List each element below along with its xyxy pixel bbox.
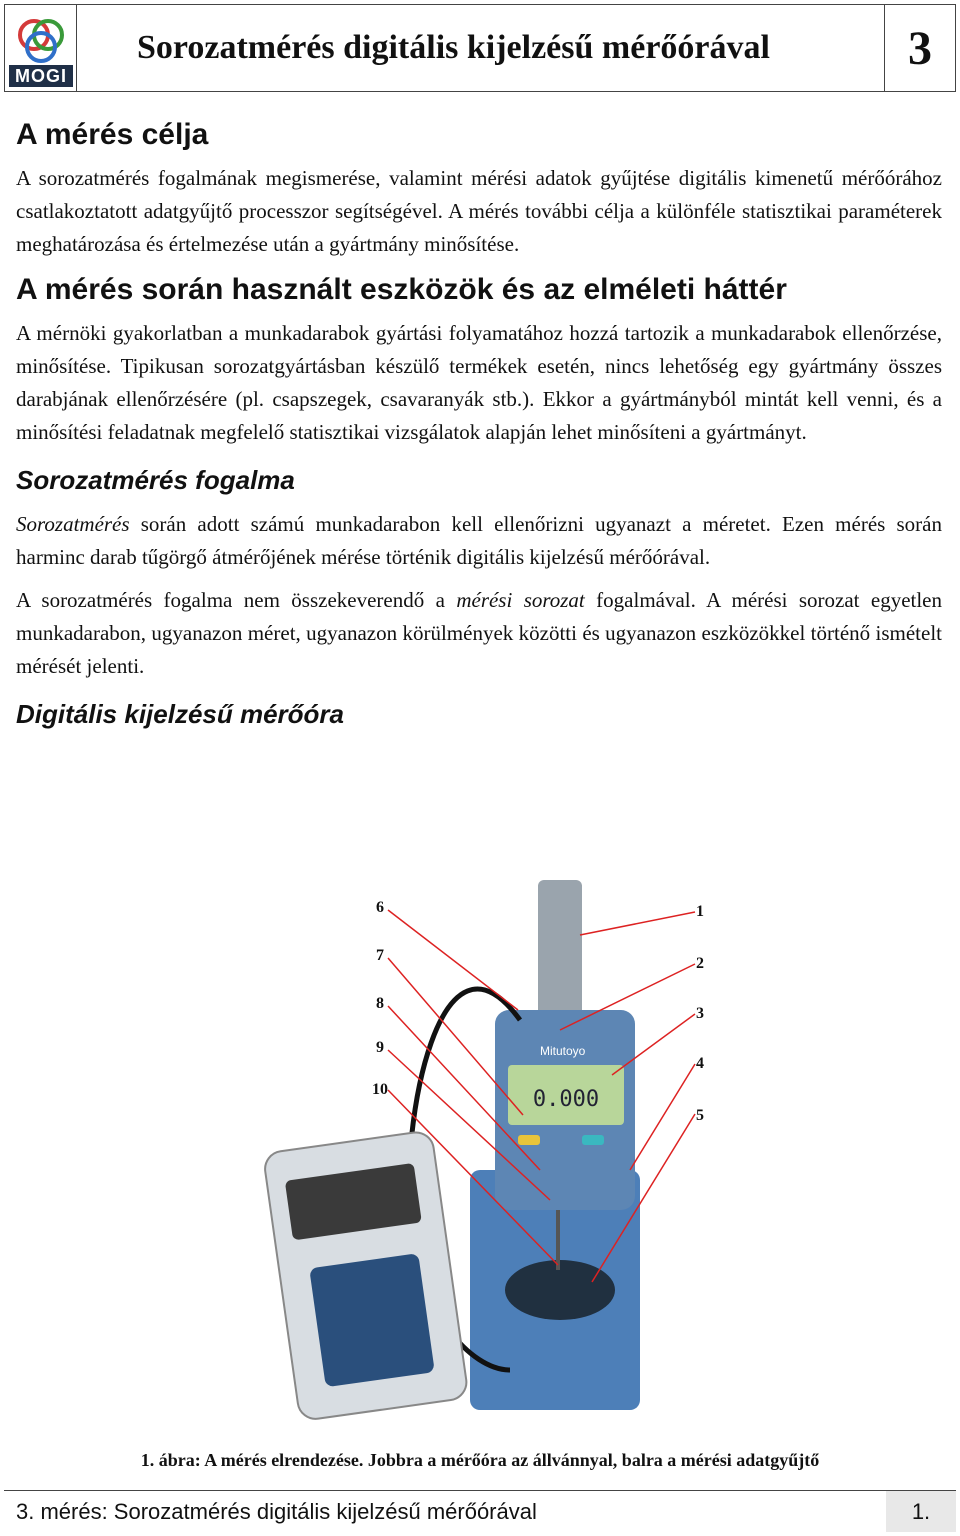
callout-label-6: 6 xyxy=(376,899,384,916)
paragraph-concept-2-b: fogalmával. A mérési sorozat egyetlen munkadarabon, ugyanazon méret, ugyanazon körülmények közötti és ugyanazon eszközökkel történő ismételt mérését jelenti. xyxy=(16,588,943,678)
logo xyxy=(5,5,77,91)
page-header xyxy=(4,4,956,92)
main-content xyxy=(16,118,942,742)
page-title: Sorozatmérés digitális kijelzésű mérőórával xyxy=(77,5,885,91)
data-collector xyxy=(263,1130,469,1421)
logo-rings-icon xyxy=(6,9,76,69)
callout-label-8: 8 xyxy=(376,995,384,1012)
paragraph-aim: A sorozatmérés fogalmának megismerése, valamint mérési adatok gyűjtése digitális kimenetű mérőórához csatlakoztatott adatgyűjtő processzor segítségével. A mérés további célja a különféle statisztikai paraméterek meghatározása és értelmezése után a gyártmány minősítése. xyxy=(16,166,942,256)
paragraph-concept-2-a: A sorozatmérés fogalma nem összekeverendő a xyxy=(16,588,457,612)
paragraph-concept-1-text: során adott számú munkadarabon kell ellenőrizni ugyanazt a méretet. Ezen mérés során harminc darab tűgörgő átmérőjének mérése történik digitális kijelzésű mérőórával. xyxy=(16,512,942,569)
measurement-setup-figure xyxy=(240,870,760,1440)
paragraph-tools: A mérnöki gyakorlatban a munkadarabok gyártási folyamatához hozzá tartozik a munkadarabok ellenőrzése, minősítése. Tipikusan sorozatgyártásban készülő termékek esetén, nincs lehetőség egy gyártmány összes darabjának ellenőrzésére (pl. csapszegek, csavaranyák stb.). Ekkor a gyártmányból mintát kell venni, és a minősítési feladatnak megfelelő statisztikai vizsgálatok alapján lehet minősíteni a gyártmányt. xyxy=(16,321,942,444)
page-number: 1. xyxy=(886,1491,956,1532)
term-meresi-sorozat: mérési sorozat xyxy=(456,588,585,612)
term-sorozatmeres: Sorozatmérés xyxy=(16,512,130,536)
figure-caption: 1. ábra: A mérés elrendezése. Jobbra a mérőóra az állvánnyal, balra a mérési adatgyűjtő xyxy=(140,1450,820,1470)
gauge-brand: Mitutoyo xyxy=(540,1044,586,1058)
display-readout: 0.000 xyxy=(532,1087,600,1112)
section-title-gauge: Digitális kijelzésű mérőóra xyxy=(16,699,345,729)
paragraph-concept-1 xyxy=(16,508,942,574)
callout-label-4: 4 xyxy=(696,1055,704,1072)
callout-label-7: 7 xyxy=(376,947,384,964)
footer-title: 3. mérés: Sorozatmérés digitális kijelzésű mérőórával xyxy=(16,1498,537,1524)
stand-column xyxy=(538,880,582,1030)
paragraph-concept-2 xyxy=(16,584,942,683)
setup-illustration xyxy=(240,870,760,1440)
chapter-number: 3 xyxy=(908,21,932,75)
section-title-aim: A mérés célja xyxy=(16,118,209,151)
section-title-tools: A mérés során használt eszközök és az elméleti háttér xyxy=(16,273,787,306)
callout-label-1: 1 xyxy=(696,903,704,920)
callout-label-2: 2 xyxy=(696,955,704,972)
page-footer xyxy=(4,1490,956,1532)
callout-label-3: 3 xyxy=(696,1005,704,1022)
section-title-concept: Sorozatmérés fogalma xyxy=(16,465,295,495)
gauge-button-cyan xyxy=(582,1135,604,1145)
callout-label-5: 5 xyxy=(696,1107,704,1124)
callout-label-9: 9 xyxy=(376,1039,384,1056)
callout-label-10: 10 xyxy=(372,1081,388,1098)
gauge-button-yellow xyxy=(518,1135,540,1145)
logo-text: MOGI xyxy=(9,65,73,87)
